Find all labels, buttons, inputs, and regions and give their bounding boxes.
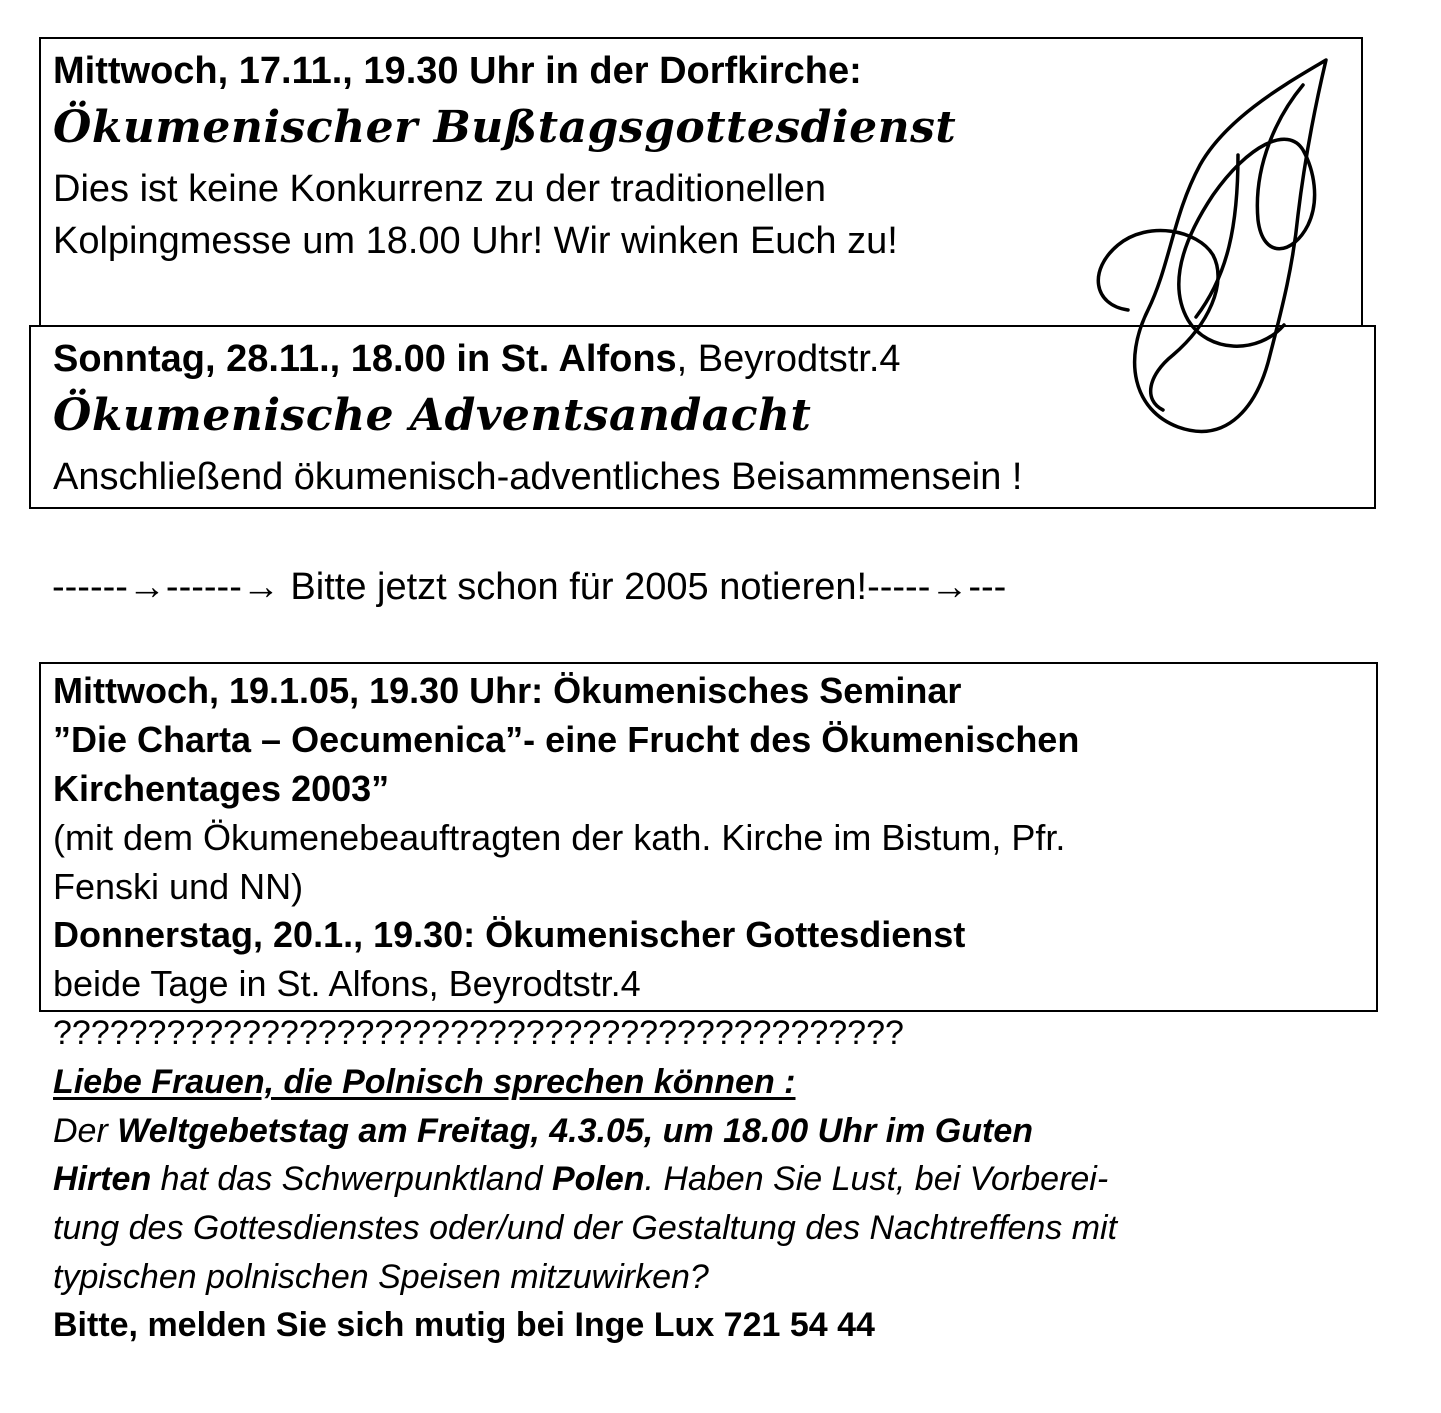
flame-drawing-icon <box>1088 55 1338 435</box>
appeal-line-2-question: . Haben Sie Lust, bei Vorberei- <box>644 1160 1109 1198</box>
appeal-line-4: typischen polnischen Speisen mitzuwirken? <box>53 1258 709 1296</box>
appeal-contact: Bitte, melden Sie sich mutig bei Inge Lux 721 54 44 <box>53 1306 875 1344</box>
event-seminar-speaker-2: Fenski und NN) <box>53 866 304 907</box>
event-gottesdienst-heading: Donnerstag, 20.1., 19.30: Ökumenischer Gottesdienst <box>53 914 966 955</box>
event-busstag-text-2: Kolpingmesse um 18.00 Uhr! Wir winken Euch zu! <box>53 220 898 262</box>
appeal-line-2-place: Hirten <box>53 1160 152 1198</box>
appeal-line-1 <box>53 1114 1033 1148</box>
appeal-heading: Liebe Frauen, die Polnisch sprechen können : <box>53 1063 796 1101</box>
event-seminar-topic-1: ”Die Charta – Oecumenica”- eine Frucht des Ökumenischen <box>53 719 1080 760</box>
event-advent-text: Anschließend ökumenisch-adventliches Beisammensein ! <box>53 456 1023 498</box>
appeal-line-2-text: hat das Schwerpunktland <box>151 1160 552 1198</box>
appeal-line-1-intro: Der <box>53 1112 118 1150</box>
event-seminar-speaker-1: (mit dem Ökumenebeauftragten der kath. Kirche im Bistum, Pfr. <box>53 817 1066 858</box>
event-advent-heading-bold: Sonntag, 28.11., 18.00 in St. Alfons <box>53 338 677 380</box>
appeal-line-3: tung des Gottesdienstes oder/und der Gestaltung des Nachtreffens mit <box>53 1209 1118 1247</box>
note-2005: ------→------→ Bitte jetzt schon für 2005 notieren!-----→--- <box>52 566 1007 608</box>
appeal-line-1-date: Weltgebetstag am Freitag, 4.3.05, um 18.00 Uhr im Guten <box>117 1112 1033 1150</box>
appeal-line-2 <box>53 1162 1108 1196</box>
event-seminar-location: beide Tage in St. Alfons, Beyrodtstr.4 <box>53 963 641 1004</box>
event-advent-heading <box>53 340 901 378</box>
event-seminar-heading: Mittwoch, 19.1.05, 19.30 Uhr: Ökumenisches Seminar <box>53 670 962 711</box>
appeal-line-2-country: Polen <box>551 1160 645 1198</box>
event-busstag-title: Ökumenischer Bußtagsgottesdienst <box>53 102 957 153</box>
event-busstag-text-1: Dies ist keine Konkurrenz zu der traditionellen <box>53 168 827 210</box>
question-mark-divider: ????????????????????????????????????????????? <box>53 1014 904 1052</box>
event-advent-title: Ökumenische Adventsandacht <box>53 390 812 441</box>
event-busstag-heading: Mittwoch, 17.11., 19.30 Uhr in der Dorfkirche: <box>53 50 862 92</box>
event-advent-heading-address: , Beyrodtstr.4 <box>676 338 901 380</box>
event-seminar-topic-2: Kirchentages 2003” <box>53 768 390 809</box>
